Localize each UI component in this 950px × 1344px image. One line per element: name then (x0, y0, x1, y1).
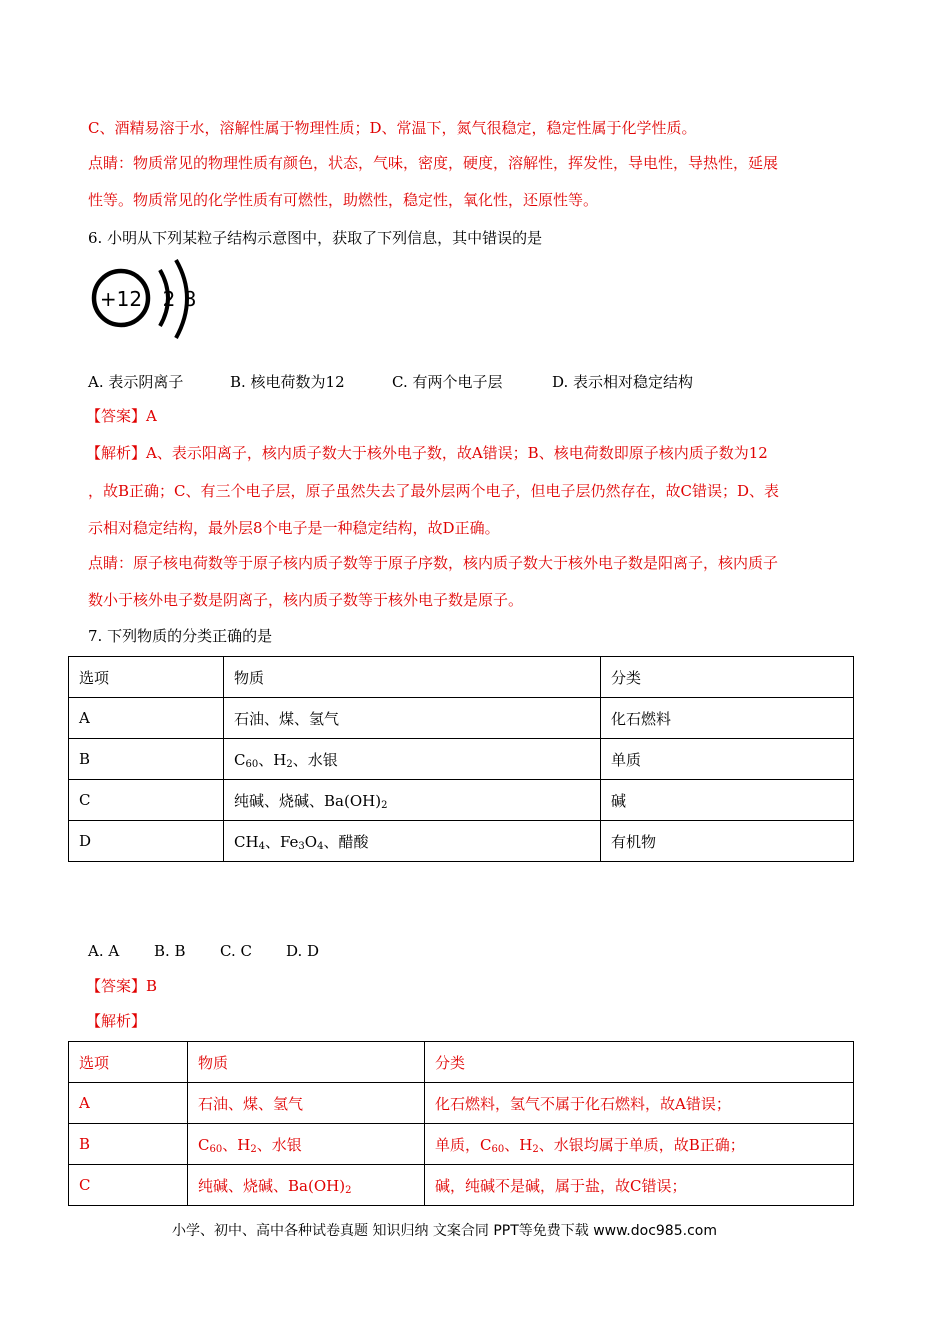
table-row (69, 698, 854, 739)
question-6: 6. 小明从下列某粒子结构示意图中，获取了下列信息，其中错误的是 (88, 229, 543, 247)
note-line: 性等。物质常见的化学性质有可燃性，助燃性，稳定性，氧化性，还原性等。 (88, 191, 599, 209)
table-row (69, 1083, 854, 1124)
note-line: 点睛：物质常见的物理性质有颜色，状态，气味，密度，硬度，溶解性，挥发性，导电性，导热性，延展 (88, 154, 779, 172)
option-b: B. 核电荷数为12 (230, 373, 345, 391)
option-c: C. 有两个电子层 (392, 373, 503, 391)
option-b: B. B (154, 942, 186, 960)
answer: 【答案】B (86, 977, 158, 995)
option-cell: C (69, 1165, 188, 1206)
table-header-row (69, 657, 854, 698)
option-c: C. C (220, 942, 252, 960)
class-cell: 碱 (601, 780, 854, 821)
shell-electrons-2: 8 (183, 287, 197, 311)
shell-electrons-1: 2 (162, 287, 176, 311)
header-cell: 选项 (69, 1042, 188, 1083)
option-cell: D (69, 821, 224, 862)
analysis-line: ，故B正确；C、有三个电子层，原子虽然失去了最外层两个电子，但电子层仍然存在，故C错误；D、表 (88, 482, 780, 500)
option-cell: A (69, 1083, 188, 1124)
header-cell: 分类 (425, 1042, 854, 1083)
header-cell: 物质 (188, 1042, 425, 1083)
analysis-line: 【解析】A、表示阳离子，核内质子数大于核外电子数，故A错误；B、核电荷数即原子核内质子数为12 (86, 444, 768, 462)
class-cell: 化石燃料 (601, 698, 854, 739)
option-a: A. A (88, 942, 120, 960)
substance-cell: $C_{60}$、$H_2$、水银 (188, 1124, 425, 1165)
question-7: 7. 下列物质的分类正确的是 (88, 627, 273, 645)
atom-structure-diagram (88, 256, 208, 346)
substance-cell: $C_{60}$、$H_2$、水银 (224, 739, 601, 780)
q6-options (88, 372, 693, 392)
option-d: D. 表示相对稳定结构 (552, 373, 694, 391)
class-cell: 碱，纯碱不是碱，属于盐，故C错误； (425, 1165, 854, 1206)
option-cell: A (69, 698, 224, 739)
substance-cell: 纯碱、烧碱、$Ba(OH)_2$ (224, 780, 601, 821)
table-row (69, 780, 854, 821)
table-row (69, 1124, 854, 1165)
table-row (69, 821, 854, 862)
substance-cell: 石油、煤、氢气 (224, 698, 601, 739)
option-a: A. 表示阴离子 (88, 373, 184, 391)
analysis-line: 示相对稳定结构，最外层8个电子是一种稳定结构，故D正确。 (88, 519, 500, 537)
note-line: 点睛：原子核电荷数等于原子核内质子数等于原子序数，核内质子数大于核外电子数是阳离子，核内质子 (88, 554, 779, 572)
substance-cell: $CH_4$、$Fe_3O_4$、醋酸 (224, 821, 601, 862)
header-cell: 物质 (224, 657, 601, 698)
nucleus-charge: +12 (99, 287, 143, 311)
option-d: D. D (286, 942, 320, 960)
classification-table (68, 656, 854, 862)
header-cell: 分类 (601, 657, 854, 698)
option-cell: C (69, 780, 224, 821)
option-cell: B (69, 739, 224, 780)
analysis-table (68, 1041, 854, 1206)
substance-cell: 石油、煤、氢气 (188, 1083, 425, 1124)
q7-options (88, 941, 319, 961)
table-header-row (69, 1042, 854, 1083)
substance-cell: 纯碱、烧碱、$Ba(OH)_2$ (188, 1165, 425, 1206)
option-cell: B (69, 1124, 188, 1165)
note-line: 数小于核外电子数是阴离子，核内质子数等于核外电子数是原子。 (88, 591, 524, 609)
class-cell: 单质，$C_{60}$、$H_2$、水银均属于单质，故B正确； (425, 1124, 854, 1165)
header-cell: 选项 (69, 657, 224, 698)
answer: 【答案】A (86, 407, 157, 425)
class-cell: 有机物 (601, 821, 854, 862)
class-cell: 化石燃料，氢气不属于化石燃料，故A错误； (425, 1083, 854, 1124)
table-row (69, 739, 854, 780)
table-row (69, 1165, 854, 1206)
analysis-text-c-d: C、酒精易溶于水，溶解性属于物理性质；D、常温下，氮气很稳定，稳定性属于化学性质。 (88, 119, 697, 137)
analysis-label: 【解析】 (86, 1012, 147, 1030)
page-footer: 小学、初中、高中各种试卷真题 知识归纳 文案合同 PPT等免费下载 www.doc985.com (172, 1223, 717, 1239)
class-cell: 单质 (601, 739, 854, 780)
